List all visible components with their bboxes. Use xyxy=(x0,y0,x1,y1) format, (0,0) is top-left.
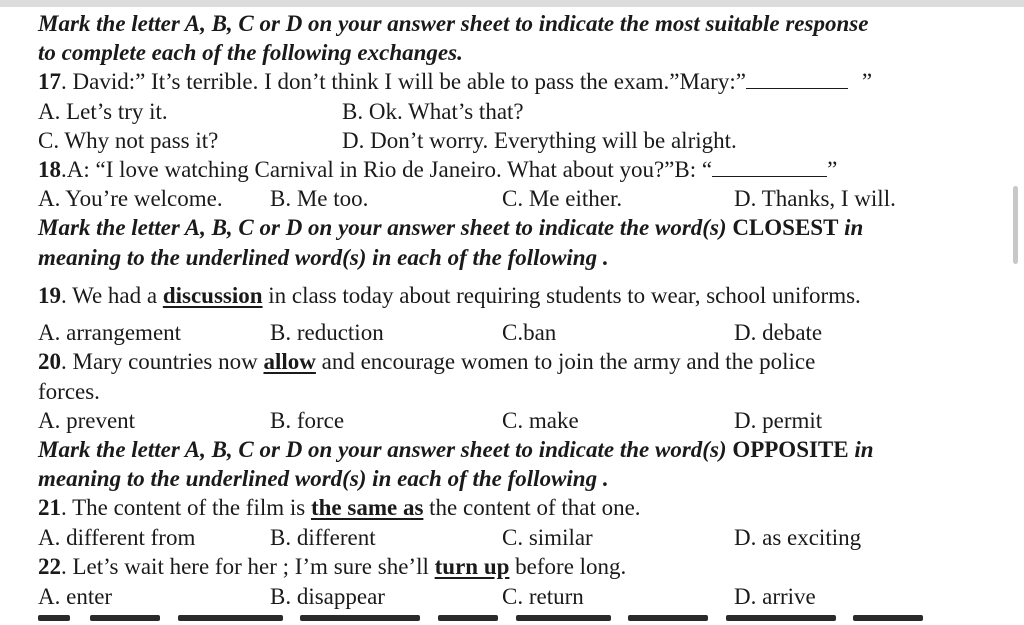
q19-option-c: C.ban xyxy=(502,320,557,345)
question-text-post: and encourage women to join the army and the police xyxy=(315,349,816,374)
q17-option-d: D. Don’t worry. Everything will be alright. xyxy=(342,128,737,153)
section-1-instruction-line-2: to complete each of the following exchanges. xyxy=(38,40,463,65)
question-20-line-2: forces. xyxy=(38,379,100,404)
q19-option-b: B. reduction xyxy=(270,320,384,345)
question-text-post: in class today about requiring students to wear, school uniforms. xyxy=(262,283,861,308)
question-number: 18 xyxy=(38,157,61,182)
q21-option-b: B. different xyxy=(270,525,376,550)
q18-option-a: A. You’re welcome. xyxy=(38,186,223,211)
section-2-instruction-line-1 xyxy=(38,214,863,242)
q20-option-b: B. force xyxy=(270,408,345,433)
question-text-post: before long. xyxy=(509,554,627,579)
q22-option-c: C. return xyxy=(502,584,584,609)
q21-option-d: D. as exciting xyxy=(734,525,862,550)
q19-option-a: A. arrangement xyxy=(38,320,182,345)
question-18 xyxy=(38,156,837,184)
q20-option-c: C. make xyxy=(502,408,579,433)
q17-option-b: B. Ok. What’s that? xyxy=(342,99,524,124)
question-text-post: the content of that one. xyxy=(423,495,641,520)
scrollbar[interactable] xyxy=(1013,186,1018,264)
q21-option-c: C. similar xyxy=(502,525,593,550)
question-number: 17 xyxy=(38,69,61,94)
question-text-pre: . Mary countries now xyxy=(61,349,264,374)
underlined-word: turn up xyxy=(434,554,510,579)
question-20 xyxy=(38,348,815,376)
instruction-keyword: OPPOSITE xyxy=(732,437,849,462)
question-number: 19 xyxy=(38,283,61,308)
section-1-instruction-line-1: Mark the letter A, B, C or D on your answer sheet to indicate the most suitable response xyxy=(38,11,869,36)
q22-option-a: A. enter xyxy=(38,584,113,609)
question-17 xyxy=(38,68,872,96)
section-3-instruction-line-1 xyxy=(38,436,874,464)
instruction-text: Mark the letter A, B, C or D on your answer sheet to indicate the word(s) xyxy=(38,437,733,462)
underlined-word: the same as xyxy=(310,495,424,520)
question-number: 20 xyxy=(38,349,61,374)
question-text-pre: . We had a xyxy=(61,283,163,308)
answer-blank xyxy=(712,158,827,177)
question-number: 22 xyxy=(38,554,61,579)
closing-quote: ” xyxy=(861,69,873,94)
q22-option-d: D. arrive xyxy=(734,584,816,609)
question-text: . David:” It’s terrible. I don’t think I will be able to pass the exam.”Mary:” xyxy=(61,69,746,94)
question-number: 21 xyxy=(38,495,61,520)
question-19 xyxy=(38,282,861,310)
q20-option-d: D. permit xyxy=(734,408,823,433)
question-21 xyxy=(38,494,641,522)
q17-option-c: C. Why not pass it? xyxy=(38,128,219,153)
section-2-instruction-line-2: meaning to the underlined word(s) in each of the following . xyxy=(38,245,609,270)
question-22 xyxy=(38,553,626,581)
q18-option-b: B. Me too. xyxy=(270,186,369,211)
underlined-word: discussion xyxy=(162,283,263,308)
closing-quote: ” xyxy=(827,157,838,182)
top-band xyxy=(0,0,1024,7)
q18-option-c: C. Me either. xyxy=(502,186,623,211)
q19-option-d: D. debate xyxy=(734,320,823,345)
section-3-instruction-line-2: meaning to the underlined word(s) in each of the following . xyxy=(38,466,609,491)
underlined-word: allow xyxy=(263,349,316,374)
instruction-keyword: CLOSEST xyxy=(732,215,839,240)
q20-option-a: A. prevent xyxy=(38,408,136,433)
question-text: .A: “I love watching Carnival in Rio de Janeiro. What about you?”B: “ xyxy=(61,157,713,182)
cut-off-next-line xyxy=(38,609,938,625)
question-text-pre: . Let’s wait here for her ; I’m sure she’ll xyxy=(61,554,435,579)
answer-blank xyxy=(746,70,848,89)
q21-option-a: A. different from xyxy=(38,525,196,550)
instruction-text-end: in xyxy=(848,437,874,462)
instruction-text: Mark the letter A, B, C or D on your answer sheet to indicate the word(s) xyxy=(38,215,733,240)
question-text-pre: . The content of the film is xyxy=(61,495,311,520)
q22-option-b: B. disappear xyxy=(270,584,385,609)
q17-option-a: A. Let’s try it. xyxy=(38,99,168,124)
q18-option-d: D. Thanks, I will. xyxy=(734,186,896,211)
instruction-text-end: in xyxy=(838,215,864,240)
